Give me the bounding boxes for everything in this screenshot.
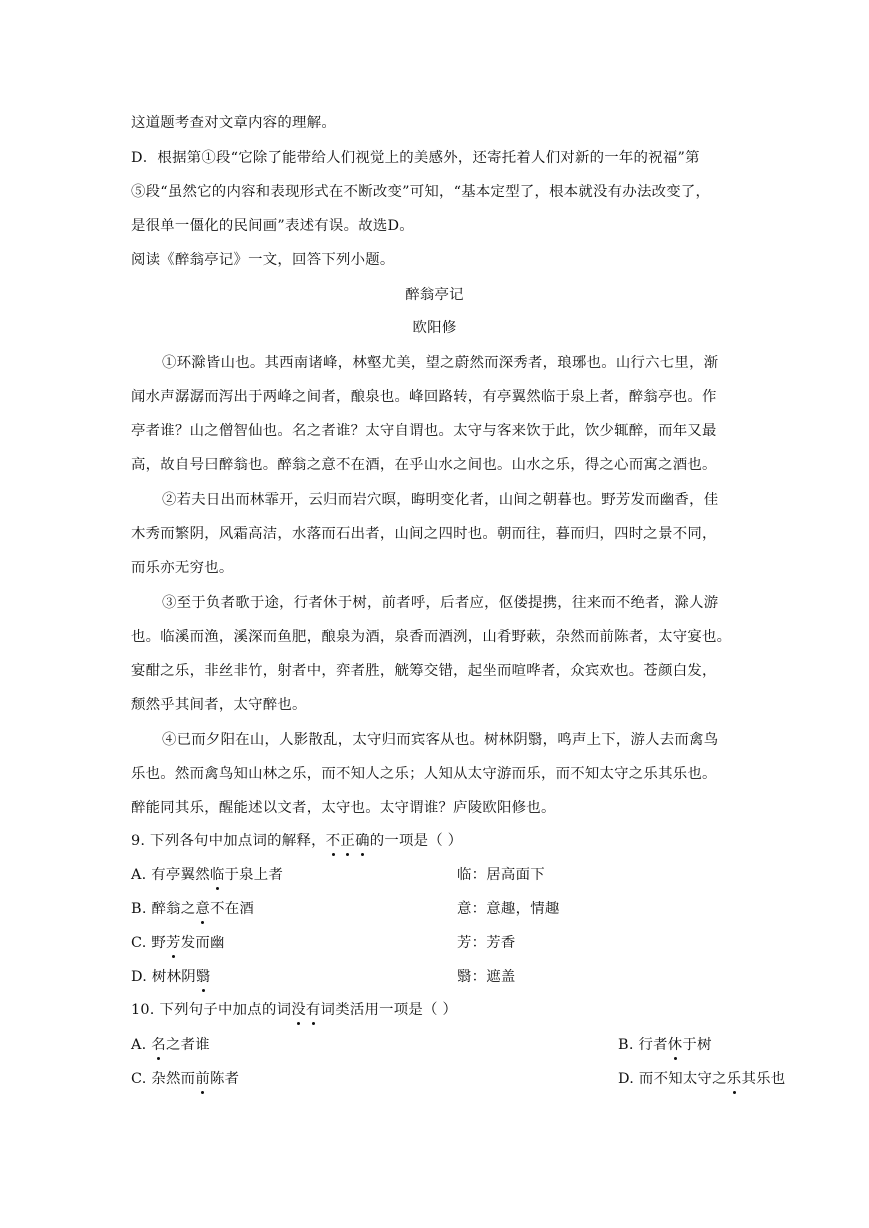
passage-line: 也。临溪而渔，溪深而鱼肥，酿泉为酒，泉香而酒洌，山肴野蔌，杂然而前陈者，太守宴也。 bbox=[131, 629, 732, 645]
answer-explanation-line: 是很单一僵化的民间画”表述有误。故选D。 bbox=[131, 218, 414, 234]
option-gloss: 翳：遮盖 bbox=[457, 969, 516, 985]
passage-line: ④已而夕阳在山，人影散乱，太守归而宾客从也。树林阴翳，鸣声上下，游人去而禽鸟 bbox=[162, 732, 719, 748]
passage-line: ①环滁皆山也。其西南诸峰，林壑尤美，望之蔚然而深秀者，琅琊也。山行六七里，渐 bbox=[162, 355, 719, 371]
emphasis-dot-char: 确 bbox=[355, 833, 370, 849]
option-gloss: 临：居高面下 bbox=[457, 867, 545, 883]
passage-line: 闻水声潺潺而泻出于两峰之间者，酿泉也。峰回路转，有亭翼然临于泉上者，醉翁亭也。作 bbox=[131, 389, 717, 405]
passage-line: 高，故自号曰醉翁也。醉翁之意不在酒，在乎山水之间也。山水之乐，得之心而寓之酒也。 bbox=[131, 457, 717, 473]
passage-line: 宴酣之乐，非丝非竹，射者中，弈者胜，觥筹交错，起坐而喧哗者，众宾欢也。苍颜白发， bbox=[131, 663, 717, 679]
passage-line: 而乐亦无穷也。 bbox=[131, 560, 234, 576]
emphasis-dot-char: 名 bbox=[151, 1037, 166, 1053]
emphasis-dot-char: 翳 bbox=[195, 969, 211, 985]
emphasis-dot-char: 休 bbox=[667, 1037, 683, 1053]
passage-line: ③至于负者歌于途，行者休于树，前者呼，后者应，伛偻提携，往来而不绝者，滁人游 bbox=[162, 595, 719, 611]
question-9-option-c: C. 野芳发而幽 芳：芳香 bbox=[131, 935, 516, 951]
emphasis-dot-char: 乐 bbox=[726, 1071, 742, 1087]
question-9-option-b: B. 醉翁之意不在酒 意：意趣，情趣 bbox=[131, 901, 560, 917]
question-10-option-c: C. 杂然而前陈者 bbox=[131, 1071, 240, 1087]
emphasis-dot-char: 意 bbox=[195, 901, 211, 917]
passage-line: 乐也。然而禽鸟知山林之乐，而不知人之乐；人知从太守游而乐，而不知太守之乐其乐也。 bbox=[131, 766, 717, 782]
question-10-options-row-2 bbox=[131, 1069, 786, 1089]
passage-line: 亭者谁？山之僧智仙也。名之者谁？太守自谓也。太守与客来饮于此，饮少辄醉，而年又最 bbox=[131, 423, 717, 439]
answer-explanation-line: 这道题考查对文章内容的理解。 bbox=[131, 115, 336, 131]
passage-line: 颓然乎其间者，太守醉也。 bbox=[131, 697, 307, 713]
reading-instruction: 阅读《醉翁亭记》一文，回答下列小题。 bbox=[131, 252, 395, 268]
emphasis-dot-char: 有 bbox=[305, 1002, 321, 1018]
emphasis-dot-char: 没 bbox=[291, 1002, 306, 1018]
answer-explanation-line: ⑤段“虽然它的内容和表现形式在不断改变”可知，“基本定型了，根本就没有办法改变了， bbox=[131, 184, 711, 200]
passage-line: 木秀而繁阴，风霜高洁，水落而石出者，山间之四时也。朝而往，暮而归，四时之景不同， bbox=[131, 526, 717, 542]
question-10-option-a: A. 名之者谁 bbox=[131, 1037, 210, 1053]
emphasis-dot-char: 前 bbox=[195, 1071, 210, 1087]
option-gloss: 芳：芳香 bbox=[457, 935, 516, 951]
question-9-stem: 9. 下列各句中加点词的解释，不正确的一项是（ ） bbox=[131, 833, 463, 849]
question-9-option-d: D. 树林阴翳 翳：遮盖 bbox=[131, 969, 516, 985]
answer-explanation-line: D．根据第①段“它除了能带给人们视觉上的美感外，还寄托着人们对新的一年的祝福”第 bbox=[131, 150, 700, 166]
passage-line: ②若夫日出而林霏开，云归而岩穴暝，晦明变化者，山间之朝暮也。野芳发而幽香，佳 bbox=[162, 492, 719, 508]
emphasis-dot-char: 正 bbox=[340, 833, 356, 849]
emphasis-dot-char: 临 bbox=[209, 867, 225, 883]
passage-line: 醉能同其乐，醒能述以文者，太守也。太守谓谁？庐陵欧阳修也。 bbox=[131, 800, 556, 816]
emphasis-dot-char: 不 bbox=[325, 833, 341, 849]
passage-title: 醉翁亭记 bbox=[405, 287, 464, 303]
question-9-option-a: A. 有亭翼然临于泉上者 临：居高面下 bbox=[131, 867, 545, 883]
question-10-option-b: B. 行者休于树 bbox=[618, 1037, 712, 1053]
question-10-options-row-1 bbox=[131, 1035, 731, 1055]
question-10-option-d: D. 而不知太守之乐其乐也 bbox=[618, 1071, 786, 1087]
emphasis-dot-char: 芳 bbox=[166, 935, 181, 951]
passage-author: 欧阳修 bbox=[412, 320, 457, 336]
option-gloss: 意：意趣，情趣 bbox=[457, 901, 560, 917]
question-10-stem: 10. 下列句子中加点的词没有词类活用一项是（ ） bbox=[131, 1002, 458, 1018]
